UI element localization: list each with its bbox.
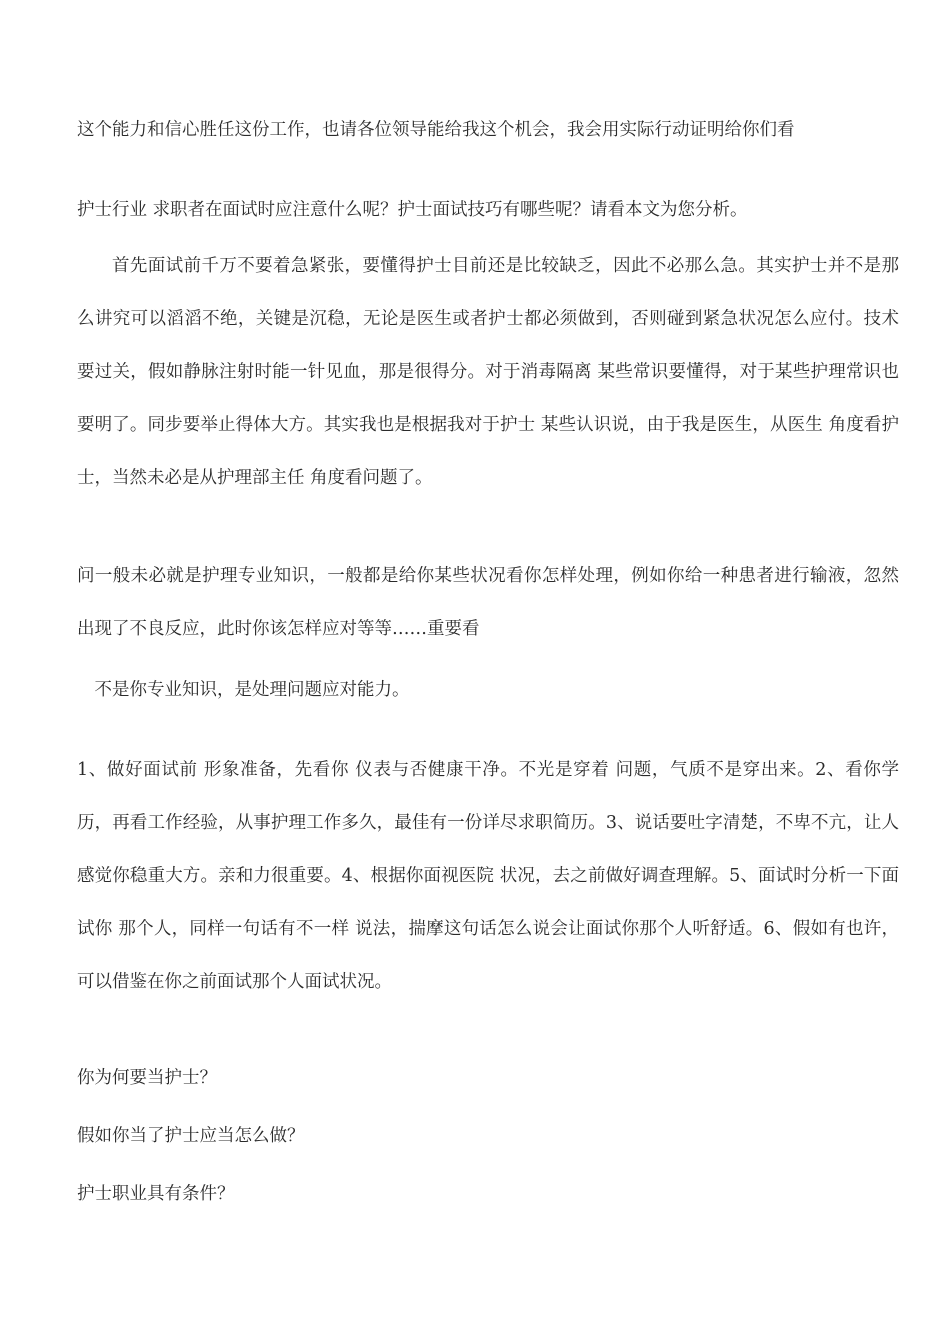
question-2: 假如你当了护士应当怎么做？ xyxy=(77,1126,305,1146)
paragraph-interview-questions: 问一般未必就是护理专业知识，一般都是给你某些状况看你怎样处理，例如你给一种患者进行输液，忽然出现了不良反应，此时你该怎样应对等等……重要看 xyxy=(77,566,899,639)
question-1: 你为何要当护士？ xyxy=(77,1068,217,1088)
paragraph-tips-list: 1、做好面试前 形象准备，先看你 仪表与否健康干净。不光是穿着 问题，气质不是穿出来。2、看你学历，再看工作经验，从事护理工作多久，最佳有一份详尽求职简历。3、说话要吐字清楚，不卑不亢，让人感觉你稳重大方。亲和力很重要。4、根据你面视医院 状况，去之前做好调查理解。5、面试时分析一下面试你 那个人，同样一句话有不一样 说法，揣摩这句话怎么说会让面试你那个人听舒适。6、假如有也许，可以借鉴在你之前面试那个人面试状况。 xyxy=(77,760,899,992)
closing-sentence: 这个能力和信心胜任这份工作，也请各位领导能给我这个机会，我会用实际行动证明给你们看 xyxy=(77,120,795,140)
key-point-sentence: 不是你专业知识，是处理问题应对能力。 xyxy=(94,680,410,700)
question-3: 护士职业具有条件？ xyxy=(77,1184,235,1204)
paragraph-advice: 首先面试前千万不要着急紧张，要懂得护士目前还是比较缺乏，因此不必那么急。其实护士并不是那么讲究可以滔滔不绝，关键是沉稳，无论是医生或者护士都必须做到，否则碰到紧急状况怎么应付。技术要过关，假如静脉注射时能一针见血，那是很得分。对于消毒隔离 某些常识要懂得，对于某些护理常识也要明了。同步要举止得体大方。其实我也是根据我对于护士 某些认识说，由于我是医生，从医生 角度看护士，当然未必是从护理部主任 角度看问题了。 xyxy=(77,256,899,488)
intro-sentence: 护士行业 求职者在面试时应注意什么呢？护士面试技巧有哪些呢？请看本文为您分析。 xyxy=(77,200,748,220)
